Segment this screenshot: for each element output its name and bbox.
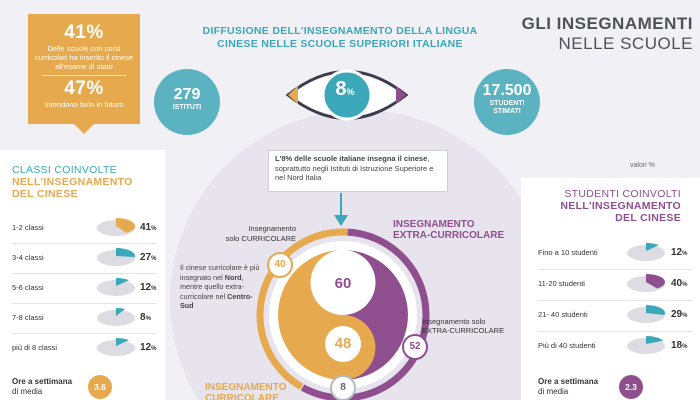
solo-extra-value: 52	[402, 334, 428, 360]
classi-row-label: 5-6 classi	[12, 283, 44, 292]
page-title-line2: NELLE SCUOLE	[558, 34, 693, 53]
istituti-stat	[154, 69, 220, 135]
exam-box-arrow	[74, 124, 94, 134]
exam-text-41: Delle scuole con corsi curricolari ha inserito il cinese all'esame di stato	[34, 44, 134, 71]
studenti-panel	[521, 178, 700, 400]
studenti-row	[538, 242, 693, 266]
classi-panel	[0, 150, 165, 400]
row-divider	[12, 303, 157, 304]
callout-rest: , soprattutto negli Istituti di Istruzione Superiore e nel Nord Italia	[275, 154, 434, 182]
studenti-row-value: 29%	[671, 309, 688, 320]
classi-title-line1: CLASSI COINVOLTE	[12, 164, 117, 176]
extra-curricolare-label	[393, 219, 523, 241]
row-divider	[12, 333, 157, 334]
solo-extra-label	[422, 317, 512, 335]
classi-pie-icon	[96, 217, 136, 241]
studenti-ore-value: 2.3	[619, 375, 643, 399]
studenti-title-line1: STUDENTI COINVOLTI	[564, 188, 681, 200]
studenti-ore-label	[538, 377, 598, 397]
classi-title-line3: DEL CINESE	[12, 188, 78, 200]
row-divider	[12, 243, 157, 244]
eye-pct-sign: %	[346, 87, 355, 97]
studenti-row-value: 12%	[671, 247, 688, 258]
solo-curricolare-label	[218, 224, 296, 244]
classi-row-value: 8%	[140, 312, 151, 323]
istituti-number: 279	[173, 86, 201, 103]
solo-extra-line1: Insegnamento solo	[422, 317, 486, 326]
classi-panel-title	[12, 164, 133, 200]
regional-note	[180, 263, 260, 311]
classi-row	[12, 337, 157, 361]
classi-row-value: 41%	[140, 222, 157, 233]
studenti-pie-icon	[626, 242, 666, 266]
istituti-label: ISTITUTI	[172, 104, 202, 111]
studenti-row-value: 18%	[671, 340, 688, 351]
studenti-label-1: STUDENTI	[489, 100, 525, 107]
page-title	[488, 14, 693, 54]
subtitle: DIFFUSIONE DELL'INSEGNAMENTO DELLA LINGUA CINESE NELLE SCUOLE SUPERIORI ITALIANE	[202, 25, 478, 50]
classi-row-value: 27%	[140, 252, 157, 263]
classi-row	[12, 307, 157, 331]
note-part2: , mentre quello extra-curricolare nel	[180, 272, 244, 301]
note-centro-sud: Centro-Sud	[180, 291, 253, 310]
classi-row-label: più di 8 classi	[12, 343, 58, 352]
classi-ore-value: 3.6	[88, 375, 112, 399]
classi-row-value: 12%	[140, 282, 157, 293]
studenti-label-2: STIMATI	[493, 108, 521, 115]
studenti-row	[538, 335, 693, 359]
classi-row	[12, 217, 157, 241]
classi-row	[12, 247, 157, 271]
extra-line2: EXTRA-CURRICOLARE	[393, 230, 505, 241]
studenti-pie-icon	[626, 273, 666, 297]
classi-row	[12, 277, 157, 301]
note-nord: Nord	[224, 272, 242, 282]
extra-curricolare-value: 60	[325, 266, 361, 302]
studenti-title-line2: NELL'INSEGNAMENTO	[560, 200, 681, 212]
studenti-row-label: 11-20 studenti	[538, 279, 585, 288]
classi-row-label: 1-2 classi	[12, 223, 44, 232]
studenti-row-label: Fino a 10 studenti	[538, 248, 598, 257]
page-title-line1: GLI INSEGNAMENTI	[521, 14, 693, 33]
solo-curricolare-value: 40	[267, 252, 293, 278]
values-unit-label: valori %	[630, 162, 655, 169]
eye-percentage	[322, 78, 368, 101]
curr-bottom-line1: INSEGNAMENTO	[205, 382, 287, 393]
classi-row-label: 3-4 classi	[12, 253, 44, 262]
studenti-number: 17.500	[482, 82, 532, 99]
classi-ore-line1: Ore a settimana	[12, 377, 73, 386]
classi-row-value: 12%	[140, 342, 157, 353]
classi-pie-icon	[96, 307, 136, 331]
exam-stats-box	[28, 14, 140, 124]
studenti-pie-icon	[626, 304, 666, 328]
studenti-title-line3: DEL CINESE	[615, 212, 681, 224]
row-divider	[538, 269, 693, 270]
exam-pct-47: 47%	[64, 78, 104, 99]
curricolare-label	[205, 382, 305, 400]
curr-bottom-line2: CURRICOLARE	[205, 393, 279, 400]
eye-pct-number: 8	[335, 78, 347, 100]
callout-box	[268, 150, 448, 192]
studenti-pie-icon	[626, 335, 666, 359]
row-divider	[12, 273, 157, 274]
studenti-row	[538, 304, 693, 328]
classi-pie-icon	[96, 247, 136, 271]
pie-slice	[116, 248, 135, 257]
row-divider	[538, 300, 693, 301]
row-divider	[538, 331, 693, 332]
exam-text-47: Intendono farlo in futuro	[44, 100, 124, 109]
extra-line1: INSEGNAMENTO	[393, 219, 475, 230]
curricolare-value: 48	[325, 326, 361, 362]
studenti-row-label: Più di 40 studenti	[538, 341, 596, 350]
studenti-row	[538, 273, 693, 297]
classi-pie-icon	[96, 337, 136, 361]
studenti-ore-line2: di media	[538, 387, 569, 396]
classi-title-line2: NELL'INSEGNAMENTO	[12, 176, 133, 188]
classi-ore-label	[12, 377, 72, 397]
studenti-row-label: 21- 40 studenti	[538, 310, 588, 319]
both-value: 8	[330, 375, 356, 400]
note-part1: Il cinese curricolare è più insegnato nel	[180, 263, 260, 282]
classi-ore-line2: di media	[12, 387, 43, 396]
classi-pie-icon	[96, 277, 136, 301]
studenti-row-value: 40%	[671, 278, 688, 289]
studenti-ore-line1: Ore a settimana	[538, 377, 599, 386]
exam-pct-41: 41%	[64, 22, 104, 43]
studenti-panel-title	[531, 188, 681, 224]
solo-extra-line2: EXTRA-CURRICOLARE	[422, 326, 505, 335]
solo-curr-line1: Insegnamento	[248, 224, 296, 233]
solo-curr-line2: solo CURRICOLARE	[225, 234, 296, 243]
callout-bold: L'8% delle scuole italiane insegna il cinese	[275, 154, 428, 163]
classi-row-label: 7-8 classi	[12, 313, 44, 322]
studenti-stat	[474, 69, 540, 135]
